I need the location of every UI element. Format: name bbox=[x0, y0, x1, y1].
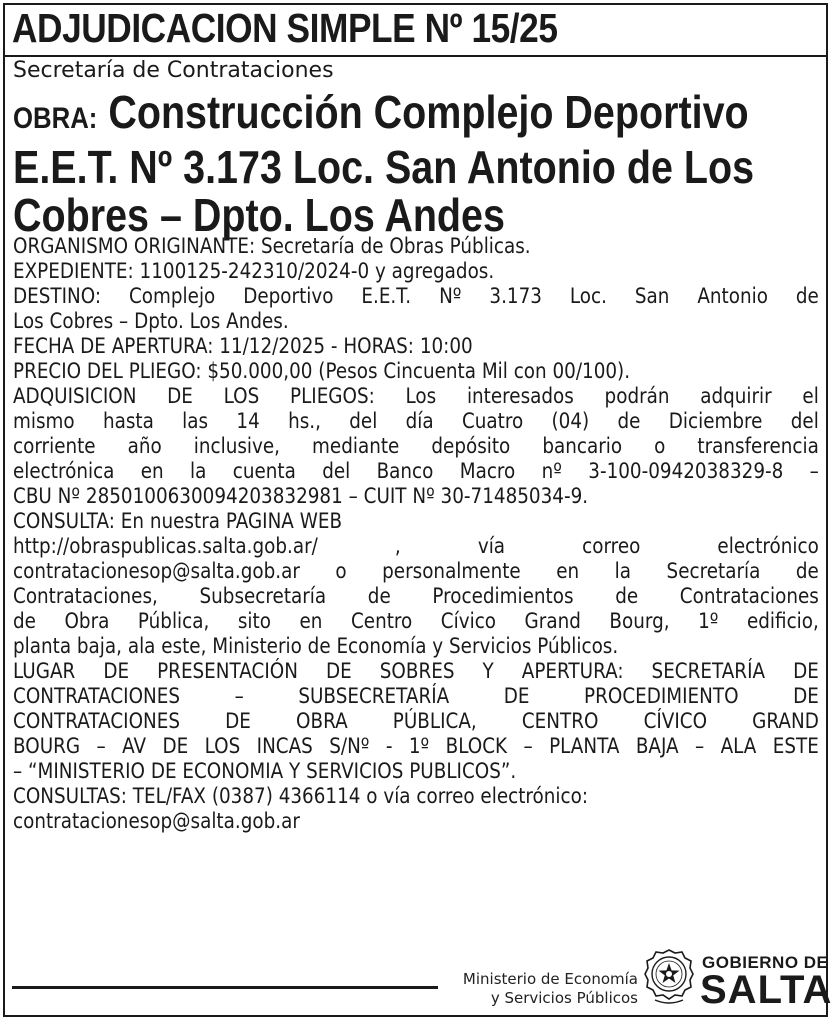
body-line: de Obra Pública, sito en Centro Cívico Grand Bourg, 1º edificio, bbox=[13, 609, 819, 633]
notice-body bbox=[13, 234, 819, 834]
notice-header bbox=[3, 3, 828, 57]
obra-title-line-2: E.E.T. Nº 3.173 Loc. San Antonio de Los bbox=[13, 141, 755, 193]
obra-title-line-1 bbox=[13, 86, 749, 143]
body-line: – “MINISTERIO DE ECONOMIA Y SERVICIOS PUBLICOS”. bbox=[13, 759, 517, 783]
body-line: FECHA DE APERTURA: 11/12/2025 - HORAS: 10:00 bbox=[13, 334, 473, 358]
body-line: contratacionesop@salta.gob.ar o personalmente en la Secretaría de bbox=[13, 559, 819, 583]
footer-rule bbox=[12, 986, 438, 989]
ministry-name-line-1: Ministerio de Economía bbox=[462, 970, 638, 988]
body-line: ORGANISMO ORIGINANTE: Secretaría de Obras Públicas. bbox=[13, 234, 531, 258]
obra-title-text-1: Construcción Complejo Deportivo bbox=[97, 86, 749, 138]
body-line: ADQUISICION DE LOS PLIEGOS: Los interesados podrán adquirir el bbox=[13, 384, 819, 408]
body-line: electrónica en la cuenta del Banco Macro nº 3-100-0942038329-8 – bbox=[13, 459, 819, 483]
ministry-name-line-2: y Servicios Públicos bbox=[490, 989, 638, 1007]
obra-title bbox=[13, 86, 755, 241]
body-line: BOURG – AV DE LOS INCAS S/Nº - 1º BLOCK – PLANTA BAJA – ALA ESTE bbox=[13, 734, 819, 758]
body-line: http://obraspublicas.salta.gob.ar/ , vía correo electrónico bbox=[13, 534, 819, 558]
government-province: SALTA bbox=[700, 968, 833, 1012]
body-line: CONSULTAS: TEL/FAX (0387) 4366114 o vía correo electrónico: bbox=[13, 784, 589, 808]
body-line: CONTRATACIONES – SUBSECRETARÍA DE PROCEDIMIENTO DE bbox=[13, 684, 819, 708]
body-line: DESTINO: Complejo Deportivo E.E.T. Nº 3.173 Loc. San Antonio de bbox=[13, 284, 819, 308]
body-line: Los Cobres – Dpto. Los Andes. bbox=[13, 309, 289, 333]
body-line: mismo hasta las 14 hs., del día Cuatro (04) de Diciembre del bbox=[13, 409, 819, 433]
body-line: corriente año inclusive, mediante depósito bancario o transferencia bbox=[13, 434, 819, 458]
body-line: CONSULTA: En nuestra PAGINA WEB bbox=[13, 509, 343, 533]
government-label: GOBIERNO DE bbox=[702, 953, 829, 972]
body-line: Contrataciones, Subsecretaría de Procedimientos de Contrataciones bbox=[13, 584, 819, 608]
salta-star-seal-icon bbox=[641, 946, 697, 1008]
body-line: CONTRATACIONES DE OBRA PÚBLICA, CENTRO CÍVICO GRAND bbox=[13, 709, 819, 733]
obra-title-line-3: Cobres – Dpto. Los Andes bbox=[13, 189, 505, 241]
body-line: contratacionesop@salta.gob.ar bbox=[13, 809, 300, 833]
body-line: CBU Nº 2850100630094203832981 – CUIT Nº 30-71485034-9. bbox=[13, 484, 589, 508]
obra-prefix: OBRA: bbox=[13, 102, 98, 135]
department-name: Secretaría de Contrataciones bbox=[13, 58, 334, 83]
body-line: planta baja, ala este, Ministerio de Economía y Servicios Públicos. bbox=[13, 634, 619, 658]
body-line: LUGAR DE PRESENTACIÓN DE SOBRES Y APERTURA: SECRETARÍA DE bbox=[13, 659, 819, 683]
ministry-name bbox=[448, 970, 638, 1008]
body-line: PRECIO DEL PLIEGO: $50.000,00 (Pesos Cincuenta Mil con 00/100). bbox=[13, 359, 631, 383]
body-line: EXPEDIENTE: 1100125-242310/2024-0 y agregados. bbox=[13, 259, 495, 283]
notice-title: ADJUDICACION SIMPLE Nº 15/25 bbox=[12, 5, 558, 51]
